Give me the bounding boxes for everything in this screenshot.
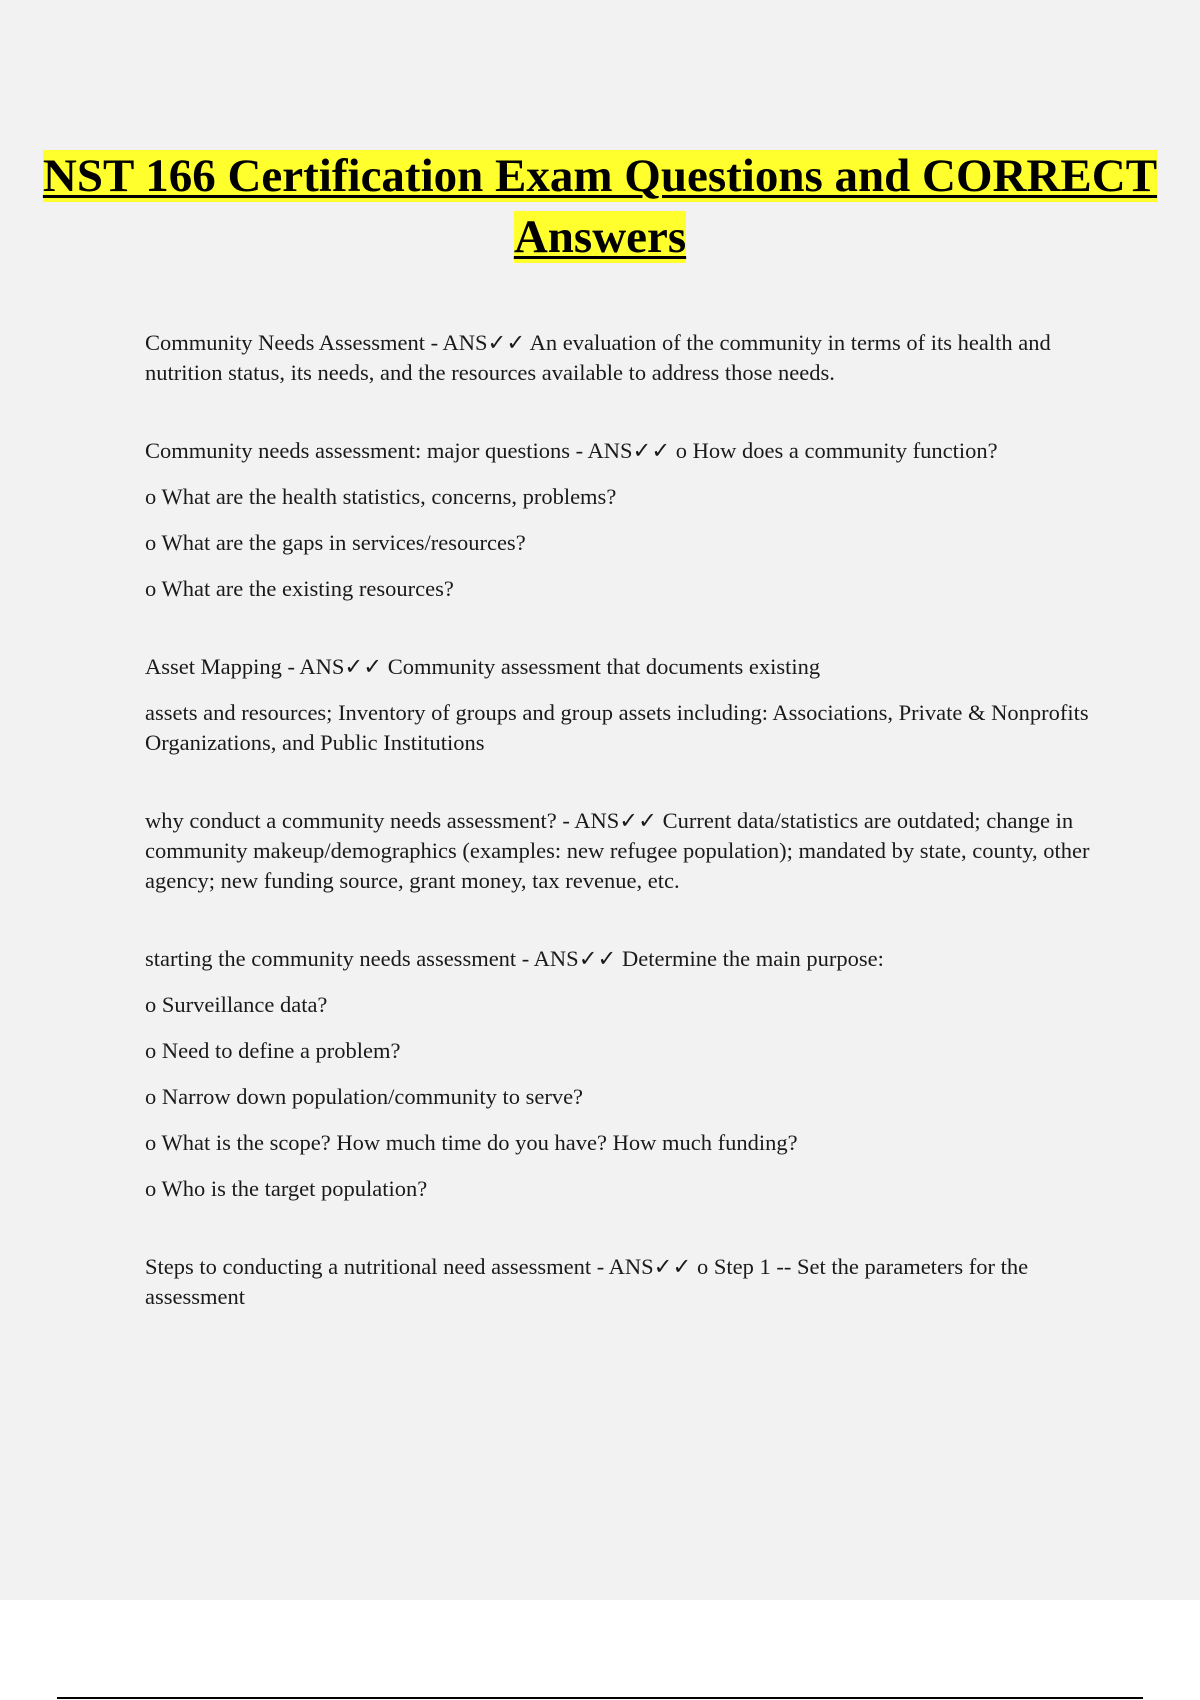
qa-bullet: o Surveillance data? bbox=[145, 992, 328, 1017]
footer-divider bbox=[57, 1697, 1143, 1699]
qa-paragraph: Steps to conducting a nutritional need assessment - ANS✓✓ o Step 1 -- Set the parameters for the assessment bbox=[145, 1254, 1029, 1309]
qa-entry-community-needs-assessment bbox=[145, 328, 1090, 388]
qa-paragraph: assets and resources; Inventory of groups and group assets including: Associations, Private & Nonprofits Organizations, and Public Institutions bbox=[145, 700, 1089, 755]
qa-bullet: o Narrow down population/community to serve? bbox=[145, 1084, 584, 1109]
qa-paragraph: starting the community needs assessment - ANS✓✓ Determine the main purpose: bbox=[145, 946, 884, 971]
qa-paragraph: Community Needs Assessment - ANS✓✓ An evaluation of the community in terms of its health and nutrition status, its needs, and the resources available to address those needs. bbox=[145, 330, 1051, 385]
title-block bbox=[0, 146, 1200, 268]
qa-bullet: o What are the existing resources? bbox=[145, 576, 454, 601]
qa-paragraph: why conduct a community needs assessment? - ANS✓✓ Current data/statistics are outdated; change in community makeup/demographics (examples: new refugee population); mandated by state, county, other agency; new funding source, grant money, tax revenue, etc. bbox=[145, 808, 1090, 893]
qa-entry-steps bbox=[145, 1252, 1090, 1312]
qa-entry-why-conduct bbox=[145, 806, 1090, 896]
qa-paragraph: Asset Mapping - ANS✓✓ Community assessment that documents existing bbox=[145, 654, 821, 679]
qa-content bbox=[145, 328, 1090, 1328]
qa-bullet: o Who is the target population? bbox=[145, 1176, 428, 1201]
qa-bullet: o What are the health statistics, concerns, problems? bbox=[145, 484, 617, 509]
qa-entry-starting-assessment bbox=[145, 944, 1090, 1204]
qa-bullet: o What is the scope? How much time do you have? How much funding? bbox=[145, 1130, 798, 1155]
qa-bullet: o What are the gaps in services/resources? bbox=[145, 530, 526, 555]
qa-entry-major-questions bbox=[145, 436, 1090, 604]
page-title: NST 166 Certification Exam Questions and CORRECT Answers bbox=[42, 150, 1158, 263]
qa-bullet: o Need to define a problem? bbox=[145, 1038, 401, 1063]
qa-entry-asset-mapping bbox=[145, 652, 1090, 758]
qa-paragraph: Community needs assessment: major questions - ANS✓✓ o How does a community function? bbox=[145, 438, 998, 463]
